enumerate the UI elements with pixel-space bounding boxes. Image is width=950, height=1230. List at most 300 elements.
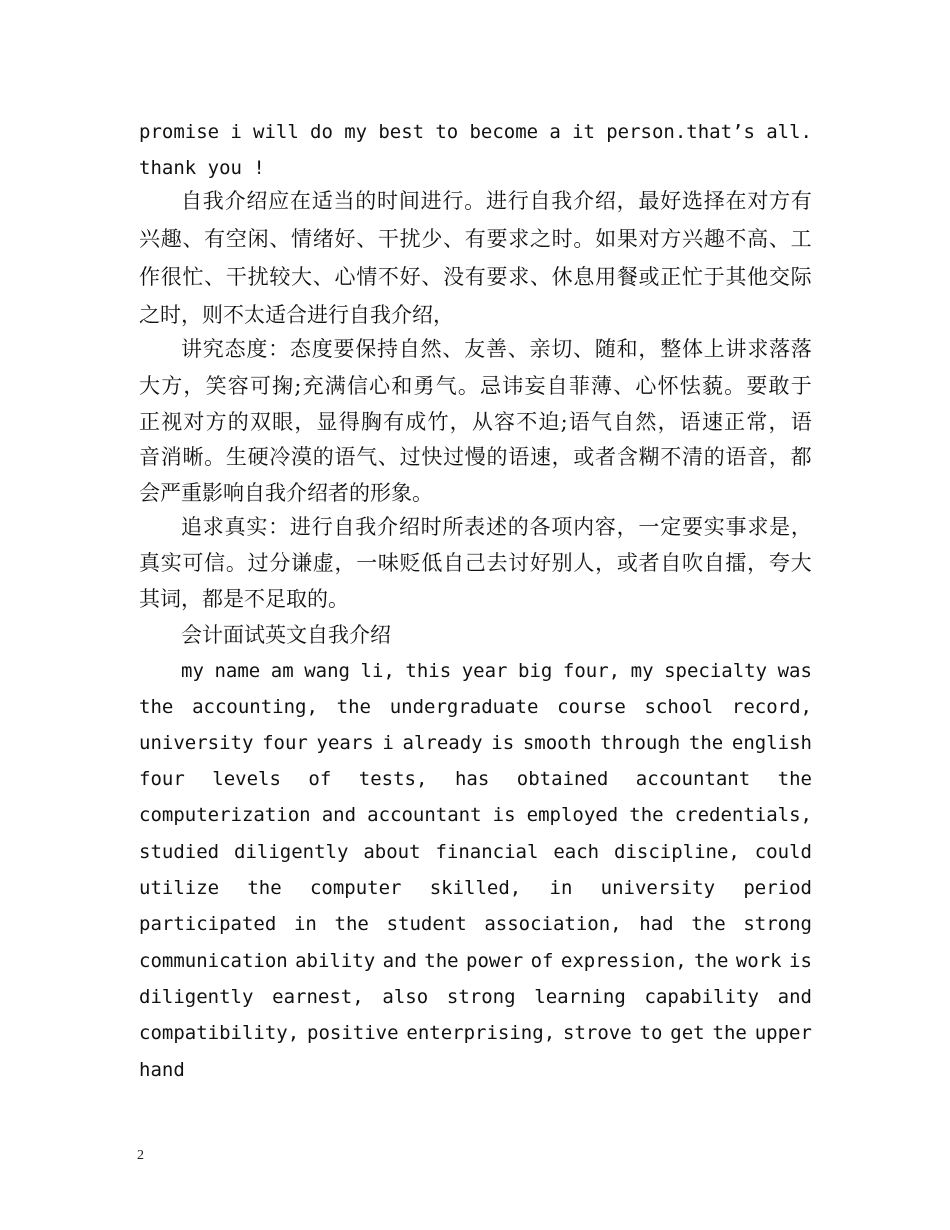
paragraph-line xyxy=(181,334,812,364)
char: 态 xyxy=(224,337,246,361)
word: obtained xyxy=(516,768,609,790)
char: 介 xyxy=(224,189,246,213)
char: 要 xyxy=(486,227,508,251)
char: 绍 xyxy=(594,189,616,213)
word: i xyxy=(230,121,242,143)
word: communication xyxy=(139,950,288,972)
char: 求 xyxy=(747,515,769,539)
char: 闲 xyxy=(247,227,269,251)
char: 行 xyxy=(311,515,333,539)
char: 定 xyxy=(660,515,682,539)
char: 擂 xyxy=(725,551,747,575)
word: had xyxy=(639,913,674,935)
char: 餐 xyxy=(616,265,638,289)
char: 其 xyxy=(725,265,747,289)
char: 要 xyxy=(486,265,508,289)
char: 工 xyxy=(790,227,812,251)
word: this xyxy=(405,660,452,682)
char: 容 xyxy=(594,515,616,539)
word: computer xyxy=(309,877,402,899)
char: 表 xyxy=(464,515,486,539)
word: enterprising, xyxy=(406,1022,556,1044)
char: 从 xyxy=(471,410,493,434)
english-line xyxy=(181,658,812,684)
char: 音 xyxy=(139,445,160,469)
char: 没 xyxy=(443,265,465,289)
char: 讳 xyxy=(502,374,524,398)
char: 、 xyxy=(204,265,226,289)
char: 事 xyxy=(725,515,747,539)
char: ， xyxy=(768,410,790,434)
char: ： xyxy=(268,515,290,539)
word: association, xyxy=(484,913,622,935)
char: 好 xyxy=(334,227,356,251)
char: 薄 xyxy=(591,374,613,398)
char: 方 xyxy=(161,374,183,398)
char: 介 xyxy=(573,189,595,213)
word: the xyxy=(688,732,724,754)
word: each xyxy=(553,841,600,863)
word: school xyxy=(644,696,714,718)
word: utilize xyxy=(139,877,220,899)
char: 。 xyxy=(457,374,479,398)
char: 清 xyxy=(681,445,703,469)
char: 落 xyxy=(769,337,791,361)
char: 际 xyxy=(790,265,812,289)
char: 慢 xyxy=(464,445,486,469)
char: 充 xyxy=(302,374,324,398)
word: participated xyxy=(139,913,277,935)
word: the xyxy=(629,804,664,826)
char: 自 xyxy=(181,189,202,213)
char: 友 xyxy=(464,337,486,361)
char: 应 xyxy=(268,189,290,213)
char: 绍 xyxy=(398,515,420,539)
char: 进 xyxy=(485,189,507,213)
char: ， xyxy=(551,445,573,469)
char: ; xyxy=(294,374,302,398)
word: university xyxy=(139,732,254,754)
char: 求 xyxy=(747,337,769,361)
word: power xyxy=(466,950,524,972)
char: 在 xyxy=(725,189,747,213)
char: 胸 xyxy=(360,410,382,434)
word: university xyxy=(600,877,716,899)
char: 别 xyxy=(551,551,573,575)
word: studied xyxy=(139,841,220,863)
char: 硬 xyxy=(247,445,269,469)
char: 有 xyxy=(204,227,226,251)
word: earnest, xyxy=(272,986,364,1008)
char: 气 xyxy=(356,445,378,469)
word: get xyxy=(670,1022,705,1044)
char: 情 xyxy=(356,265,378,289)
char: 、 xyxy=(442,337,464,361)
char: 之 xyxy=(529,227,551,251)
char: 气 xyxy=(435,374,457,398)
char: 讨 xyxy=(508,551,530,575)
char: 方 xyxy=(660,227,682,251)
word: it xyxy=(572,121,595,143)
word: could xyxy=(754,841,812,863)
word: four xyxy=(262,732,308,754)
char: 消 xyxy=(160,445,182,469)
char: ， xyxy=(616,189,638,213)
char: 语 xyxy=(725,445,747,469)
char: 适 xyxy=(311,189,333,213)
char: 态 xyxy=(289,337,311,361)
char: 、 xyxy=(443,227,465,251)
char: 整 xyxy=(660,337,682,361)
char: 冷 xyxy=(269,445,291,469)
word: through xyxy=(600,732,681,754)
word: also xyxy=(382,986,429,1008)
word: levels xyxy=(212,768,281,790)
char: 者 xyxy=(595,445,617,469)
char: ： xyxy=(268,337,290,361)
char: 讲 xyxy=(725,337,747,361)
char: 漠 xyxy=(291,445,313,469)
paragraph-line xyxy=(139,262,812,292)
char: 过 xyxy=(247,551,269,575)
word: i xyxy=(382,732,394,754)
char: 满 xyxy=(324,374,346,398)
word: and xyxy=(321,804,357,826)
char: 然 xyxy=(420,337,442,361)
word: financial xyxy=(435,841,539,863)
char: ， xyxy=(595,551,617,575)
char: ， xyxy=(616,515,638,539)
word: tests, xyxy=(358,768,428,790)
char: 的 xyxy=(486,445,508,469)
word: skilled, xyxy=(429,877,522,899)
char: 和 xyxy=(616,337,638,361)
char: 可 xyxy=(182,551,204,575)
word: promise xyxy=(139,121,220,143)
char: 真 xyxy=(139,551,160,575)
char: 然 xyxy=(635,410,657,434)
char: 速 xyxy=(701,410,723,434)
word: and xyxy=(777,986,812,1008)
char: 菲 xyxy=(568,374,590,398)
char: 实 xyxy=(703,515,725,539)
char: 少 xyxy=(421,227,443,251)
word: li, xyxy=(360,660,395,682)
word: of xyxy=(308,768,332,790)
char: 好 xyxy=(399,265,421,289)
char: 不 xyxy=(725,227,747,251)
char: 讲 xyxy=(181,337,202,361)
char: 人 xyxy=(573,551,595,575)
char: 去 xyxy=(486,551,508,575)
paragraph-line: 之时，则不太适合进行自我介绍， xyxy=(139,303,454,327)
word: credentials, xyxy=(674,804,812,826)
char: 正 xyxy=(660,265,682,289)
char: ， xyxy=(294,410,316,434)
word: to xyxy=(639,1022,663,1044)
char: 藐 xyxy=(701,374,723,398)
char: 息 xyxy=(573,265,595,289)
word: accounting, xyxy=(192,696,318,718)
paragraph-line xyxy=(181,512,812,542)
word: computerization xyxy=(139,804,311,826)
word: is xyxy=(789,950,812,972)
word: wang xyxy=(304,660,350,682)
char: 音 xyxy=(747,445,769,469)
char: 他 xyxy=(747,265,769,289)
char: 亲 xyxy=(529,337,551,361)
char: 各 xyxy=(529,515,551,539)
char: 介 xyxy=(377,515,399,539)
char: 究 xyxy=(202,337,224,361)
word: and xyxy=(382,950,417,972)
char: 所 xyxy=(442,515,464,539)
word: accountant xyxy=(635,768,751,790)
char: ， xyxy=(790,515,812,539)
char: 择 xyxy=(703,189,725,213)
char: 语 xyxy=(508,445,530,469)
char: 自 xyxy=(333,515,355,539)
english-line xyxy=(139,730,812,756)
char: 扰 xyxy=(399,227,421,251)
char: 生 xyxy=(225,445,247,469)
char: 气 xyxy=(591,410,613,434)
word: student xyxy=(386,913,467,935)
char: 常 xyxy=(746,410,768,434)
word: my xyxy=(630,660,654,682)
char: 有 xyxy=(464,265,486,289)
char: 度 xyxy=(246,337,268,361)
char: 方 xyxy=(205,410,227,434)
char: 语 xyxy=(568,410,590,434)
char: ， xyxy=(657,410,679,434)
char: 选 xyxy=(681,189,703,213)
char: 速 xyxy=(529,445,551,469)
char: 谦 xyxy=(291,551,313,575)
word: the xyxy=(691,913,726,935)
char: 时 xyxy=(420,515,442,539)
paragraph-line xyxy=(139,548,812,578)
char: 、 xyxy=(377,445,399,469)
word: was xyxy=(777,660,812,682)
char: 信 xyxy=(346,374,368,398)
char: 大 xyxy=(139,374,160,398)
char: 对 xyxy=(638,227,660,251)
word: big xyxy=(518,660,553,682)
english-line xyxy=(139,948,812,974)
char: 要 xyxy=(333,337,355,361)
char: 得 xyxy=(338,410,360,434)
paragraph-line xyxy=(139,407,812,437)
char: 容 xyxy=(494,410,515,434)
char: 都 xyxy=(790,445,812,469)
char: 述 xyxy=(485,515,507,539)
char: 我 xyxy=(202,189,224,213)
char: 上 xyxy=(703,337,725,361)
char: 行 xyxy=(442,189,464,213)
char: 吹 xyxy=(681,551,703,575)
char: 时 xyxy=(551,227,573,251)
paragraph-line xyxy=(139,371,812,401)
char: 、 xyxy=(356,227,378,251)
char: 、 xyxy=(421,265,443,289)
char: 语 xyxy=(790,410,812,434)
word: already xyxy=(402,732,483,754)
char: 我 xyxy=(551,189,573,213)
char: 的 xyxy=(227,410,249,434)
char: 要 xyxy=(681,515,703,539)
char: 进 xyxy=(289,515,311,539)
char: 如 xyxy=(595,227,617,251)
char: 真 xyxy=(224,515,246,539)
char: 敢 xyxy=(768,374,790,398)
char: 趣 xyxy=(160,227,182,251)
word: the xyxy=(694,950,729,972)
char: 勇 xyxy=(413,374,435,398)
char: 趣 xyxy=(703,227,725,251)
word: ability xyxy=(295,950,376,972)
word: become xyxy=(469,121,539,143)
char: 兴 xyxy=(139,227,160,251)
char: 干 xyxy=(225,265,247,289)
char: 追 xyxy=(181,515,202,539)
word: english xyxy=(731,732,812,754)
char: 自 xyxy=(613,410,635,434)
char: 虚 xyxy=(312,551,334,575)
paragraph-line: 会严重影响自我介绍者的形象。 xyxy=(139,481,433,505)
word: capability xyxy=(644,986,759,1008)
char: 项 xyxy=(551,515,573,539)
char: 持 xyxy=(377,337,399,361)
char: 不 xyxy=(377,265,399,289)
char: 自 xyxy=(660,551,682,575)
word: about xyxy=(363,841,421,863)
char: 对 xyxy=(747,189,769,213)
char: 己 xyxy=(464,551,486,575)
char: 掬 xyxy=(272,374,294,398)
english-line xyxy=(139,694,812,720)
char: 善 xyxy=(485,337,507,361)
word: the xyxy=(247,877,282,899)
char: 晰 xyxy=(182,445,204,469)
char: 眼 xyxy=(272,410,294,434)
word: period xyxy=(743,877,812,899)
char: 当 xyxy=(333,189,355,213)
char: 竹 xyxy=(427,410,449,434)
char: 行 xyxy=(507,189,529,213)
word: the xyxy=(712,1022,747,1044)
char: 较 xyxy=(269,265,291,289)
char: 贬 xyxy=(399,551,421,575)
char: ， xyxy=(768,445,790,469)
char: 自 xyxy=(443,551,465,575)
char: 用 xyxy=(595,265,617,289)
word: diligently xyxy=(234,841,349,863)
char: 有 xyxy=(383,410,405,434)
word: strong xyxy=(446,986,516,1008)
english-line xyxy=(139,766,812,792)
text-line xyxy=(139,119,812,145)
char: 、 xyxy=(613,374,635,398)
char: 干 xyxy=(377,227,399,251)
char: 果 xyxy=(616,227,638,251)
word: am xyxy=(270,660,294,682)
english-line xyxy=(139,875,812,901)
paragraph-line xyxy=(181,186,812,216)
char: 有 xyxy=(790,189,812,213)
char: 快 xyxy=(421,445,443,469)
char: 或 xyxy=(638,265,660,289)
char: 作 xyxy=(139,265,160,289)
char: 我 xyxy=(355,515,377,539)
word: the xyxy=(334,913,369,935)
char: 含 xyxy=(616,445,638,469)
char: 和 xyxy=(391,374,413,398)
word: learning xyxy=(534,986,626,1008)
english-line xyxy=(139,839,812,865)
char: 实 xyxy=(246,515,268,539)
char: 语 xyxy=(679,410,701,434)
char: 时 xyxy=(377,189,399,213)
char: 分 xyxy=(269,551,291,575)
char: 者 xyxy=(638,551,660,575)
english-line xyxy=(139,1020,812,1046)
word: is xyxy=(492,804,516,826)
word: strove xyxy=(563,1022,632,1044)
char: 随 xyxy=(594,337,616,361)
char: 、 xyxy=(312,265,334,289)
english-line xyxy=(139,984,812,1010)
word: specialty xyxy=(664,660,768,682)
char: 方 xyxy=(769,189,791,213)
word: the xyxy=(424,950,459,972)
char: 交 xyxy=(768,265,790,289)
char: 语 xyxy=(334,445,356,469)
char: 扰 xyxy=(247,265,269,289)
word: has xyxy=(454,768,490,790)
english-line xyxy=(139,911,812,937)
char: 、 xyxy=(507,337,529,361)
word: of xyxy=(530,950,554,972)
word: work xyxy=(735,950,782,972)
word: to xyxy=(435,121,459,143)
page-number: 2 xyxy=(137,1148,144,1163)
char: 绪 xyxy=(312,227,334,251)
char: 信 xyxy=(204,551,226,575)
word: in xyxy=(549,877,573,899)
word: my xyxy=(181,660,204,682)
word: will xyxy=(253,121,299,143)
char: 休 xyxy=(551,265,573,289)
char: 大 xyxy=(790,551,812,575)
char: 内 xyxy=(573,515,595,539)
char: 。 xyxy=(464,189,486,213)
char: ， xyxy=(638,337,660,361)
char: 或 xyxy=(573,445,595,469)
char: 。 xyxy=(724,374,746,398)
char: ， xyxy=(183,374,205,398)
word: in xyxy=(293,913,317,935)
word: expression, xyxy=(560,950,687,972)
char: 自 xyxy=(546,374,568,398)
char: 低 xyxy=(421,551,443,575)
char: ， xyxy=(449,410,471,434)
char: 、 xyxy=(768,227,790,251)
word: upper xyxy=(754,1022,812,1044)
word: is xyxy=(491,732,515,754)
word: do xyxy=(310,121,333,143)
char: 显 xyxy=(316,410,338,434)
